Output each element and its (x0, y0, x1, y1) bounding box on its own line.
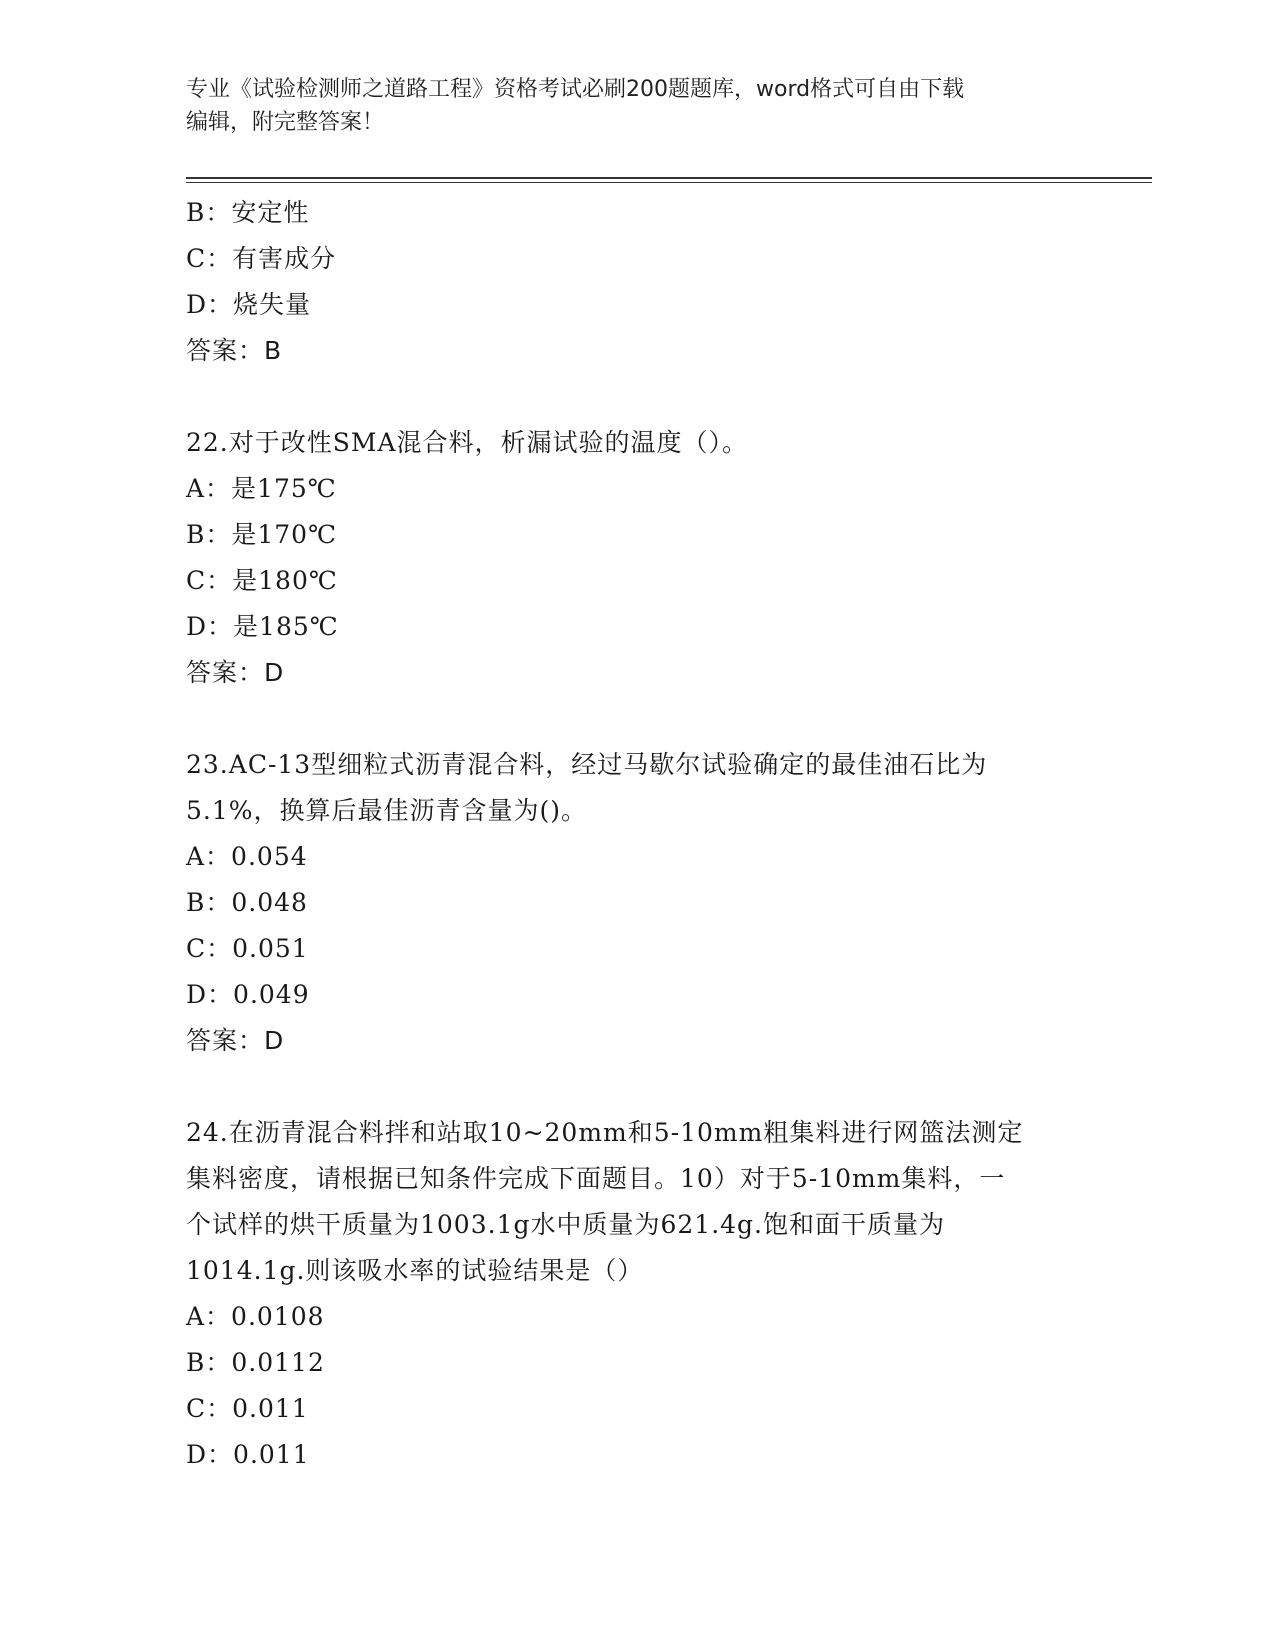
question-text-line1: 23.AC-13型细粒式沥青混合料，经过马歇尔试验确定的最佳油石比为 (186, 750, 988, 779)
question-text-line2: 5.1%，换算后最佳沥青含量为()。 (186, 796, 588, 825)
question-24 (186, 1110, 1066, 1478)
option-d: D：0.011 (186, 1440, 310, 1469)
option-c: C：是180℃ (186, 566, 338, 595)
question-list (186, 190, 1066, 1478)
question-21 (186, 190, 1066, 374)
question-22 (186, 420, 1066, 696)
question-text-line1: 24.在沥青混合料拌和站取10~20mm和5-10mm粗集料进行网篮法测定 (186, 1118, 1024, 1147)
option-c: C：有害成分 (186, 244, 337, 273)
option-c: C：0.011 (186, 1394, 309, 1423)
question-23 (186, 742, 1066, 1064)
option-b: B：0.0112 (186, 1348, 325, 1377)
question-text-line4: 1014.1g.则该吸水率的试验结果是（） (186, 1256, 644, 1285)
answer: 答案：D (186, 658, 285, 687)
answer: 答案：D (186, 1026, 285, 1055)
option-c: C：0.051 (186, 934, 309, 963)
header-rule-thick (186, 177, 1152, 179)
option-a: A：0.0108 (186, 1302, 325, 1331)
question-text-line2: 集料密度，请根据已知条件完成下面题目。10）对于5-10mm集料，一 (186, 1164, 1006, 1193)
header-title-line2: 编辑，附完整答案！ (186, 110, 385, 135)
header-rule-thin (186, 182, 1152, 183)
header-title-line1: 专业《试验检测师之道路工程》资格考试必刷200题题库，word格式可自由下载 (186, 77, 965, 102)
option-b: B：0.048 (186, 888, 308, 917)
option-d: D：是185℃ (186, 612, 339, 641)
question-text-line3: 个试样的烘干质量为1003.1g水中质量为621.4g.饱和面干质量为 (186, 1210, 946, 1239)
answer: 答案：B (186, 336, 283, 365)
option-d: D：0.049 (186, 980, 310, 1009)
option-d: D：烧失量 (186, 290, 312, 319)
option-a: A：0.054 (186, 842, 308, 871)
page-header (186, 73, 1066, 139)
option-a: A：是175℃ (186, 474, 337, 503)
question-text: 22.对于改性SMA混合料，析漏试验的温度（）。 (186, 428, 749, 457)
option-b: B：安定性 (186, 198, 310, 227)
option-b: B：是170℃ (186, 520, 338, 549)
